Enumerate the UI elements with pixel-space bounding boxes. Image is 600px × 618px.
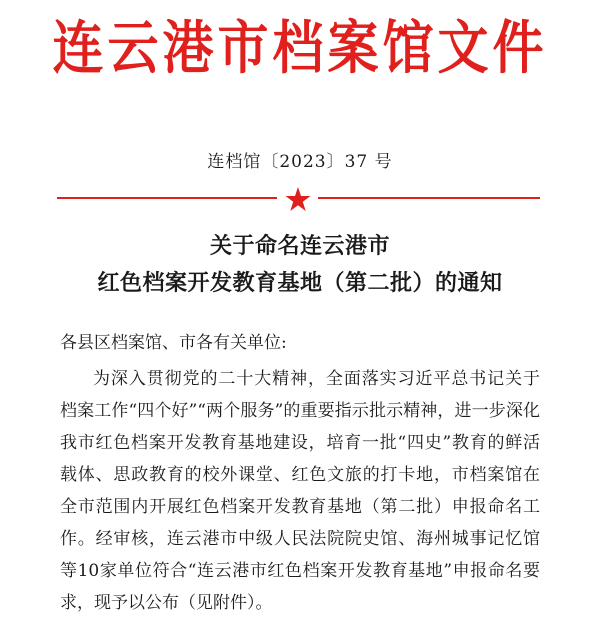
body-paragraph-line: 求，现予以公布（见附件）。: [60, 593, 273, 613]
red-star-icon: [285, 186, 311, 212]
body-paragraph-line: 全市范围内开展红色档案开发教育基地（第二批）申报命名工: [60, 497, 540, 517]
notice-title-line-2: 红色档案开发教育基地（第二批）的通知: [97, 271, 503, 296]
body-paragraph-line: 档案工作“四个好”“两个服务”的重要指示批示精神，进一步深化: [60, 401, 540, 421]
body-paragraph-line: 为深入贯彻党的二十大精神，全面落实习近平总书记关于: [93, 369, 540, 389]
salutation: 各县区档案馆、市各有关单位:: [60, 333, 287, 353]
document-masthead: 连云港市档案馆文件: [52, 16, 548, 83]
red-rule-right: [318, 197, 540, 199]
notice-title-line-1: 关于命名连云港市: [209, 234, 390, 259]
body-paragraph-line: 等10家单位符合“连云港市红色档案开发教育基地”申报命名要: [60, 561, 540, 581]
body-paragraph-line: 作。经审核，连云港市中级人民法院院史馆、海州城事记忆馆: [60, 529, 540, 549]
document-number: 连档馆〔2023〕37 号: [207, 152, 393, 172]
body-paragraph-line: 我市红色档案开发教育基地建设，培育一批“四史”教育的鲜活: [60, 433, 540, 453]
red-rule-left: [57, 197, 277, 199]
body-paragraph-line: 载体、思政教育的校外课堂、红色文旅的打卡地，市档案馆在: [60, 465, 540, 485]
